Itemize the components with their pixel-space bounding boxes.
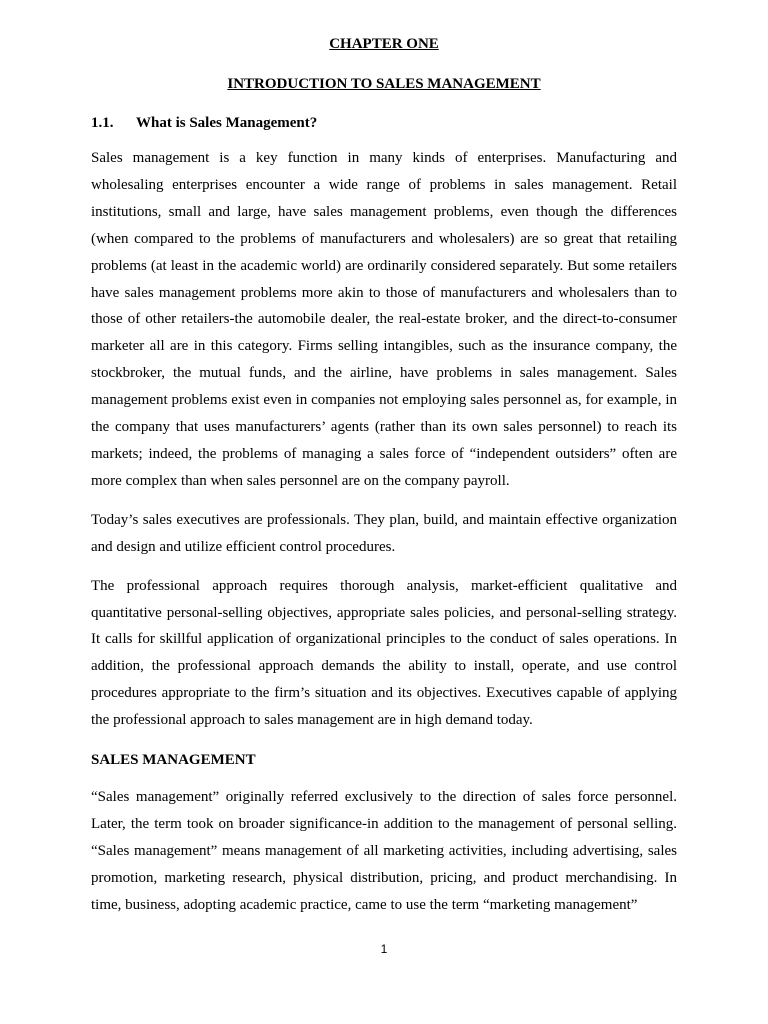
section-heading — [91, 113, 677, 133]
chapter-subtitle: INTRODUCTION TO SALES MANAGEMENT — [227, 76, 541, 92]
subheading-sales-management: SALES MANAGEMENT — [91, 752, 256, 769]
section-title: What is Sales Management? — [136, 115, 318, 131]
document-page — [91, 30, 677, 919]
paragraph-3: The professional approach requires thorough analysis, market-efficient qualitative and quantitative personal-selling objectives, appropriate sales policies, and personal-selling strategy. It calls for skillful application of organizational principles to the conduct of sales operations. In addition, the professional approach demands the ability to install, operate, and use control procedures appropriate to the firm’s situation and its objectives. Executives capable of applying the professional approach to sales management are in high demand today. — [91, 577, 677, 729]
chapter-title: CHAPTER ONE — [329, 36, 439, 52]
paragraph-2: Today’s sales executives are professionals. They plan, build, and maintain effective organization and design and utilize efficient control procedures. — [91, 511, 677, 555]
paragraph-1: Sales management is a key function in many kinds of enterprises. Manufacturing and wholesaling enterprises encounter a wide range of problems in sales management. Retail institutions, small and large, have sales management problems, even though the differences (when compared to the problems of manufacturers and wholesalers) are so great that retailing problems (at least in the academic world) are ordinarily considered separately. But some retailers have sales management problems more akin to those of manufacturers and wholesalers than to those of other retailers-the automobile dealer, the real-estate broker, and the direct-to-consumer marketer all are in this category. Firms selling intangibles, such as the insurance company, the stockbroker, the mutual funds, and the airline, have problems in sales management. Sales management problems exist even in companies not employing sales personnel as, for example, in the company that uses manufacturers’ agents (rather than its own sales personnel) to reach its markets; indeed, the problems of managing a sales force of “independent outsiders” often are more complex than when sales personnel are on the company payroll. — [91, 150, 677, 489]
page-number: 1 — [380, 942, 388, 956]
paragraph-4: “Sales management” originally referred exclusively to the direction of sales force personnel. Later, the term took on broader significance-in addition to the management of personal selling. “Sales management” means management of all marketing activities, including advertising, sales promotion, marketing research, physical distribution, pricing, and product merchandising. In time, business, adopting academic practice, came to use the term “marketing management” — [91, 789, 677, 913]
section-number: 1.1. — [91, 115, 114, 131]
